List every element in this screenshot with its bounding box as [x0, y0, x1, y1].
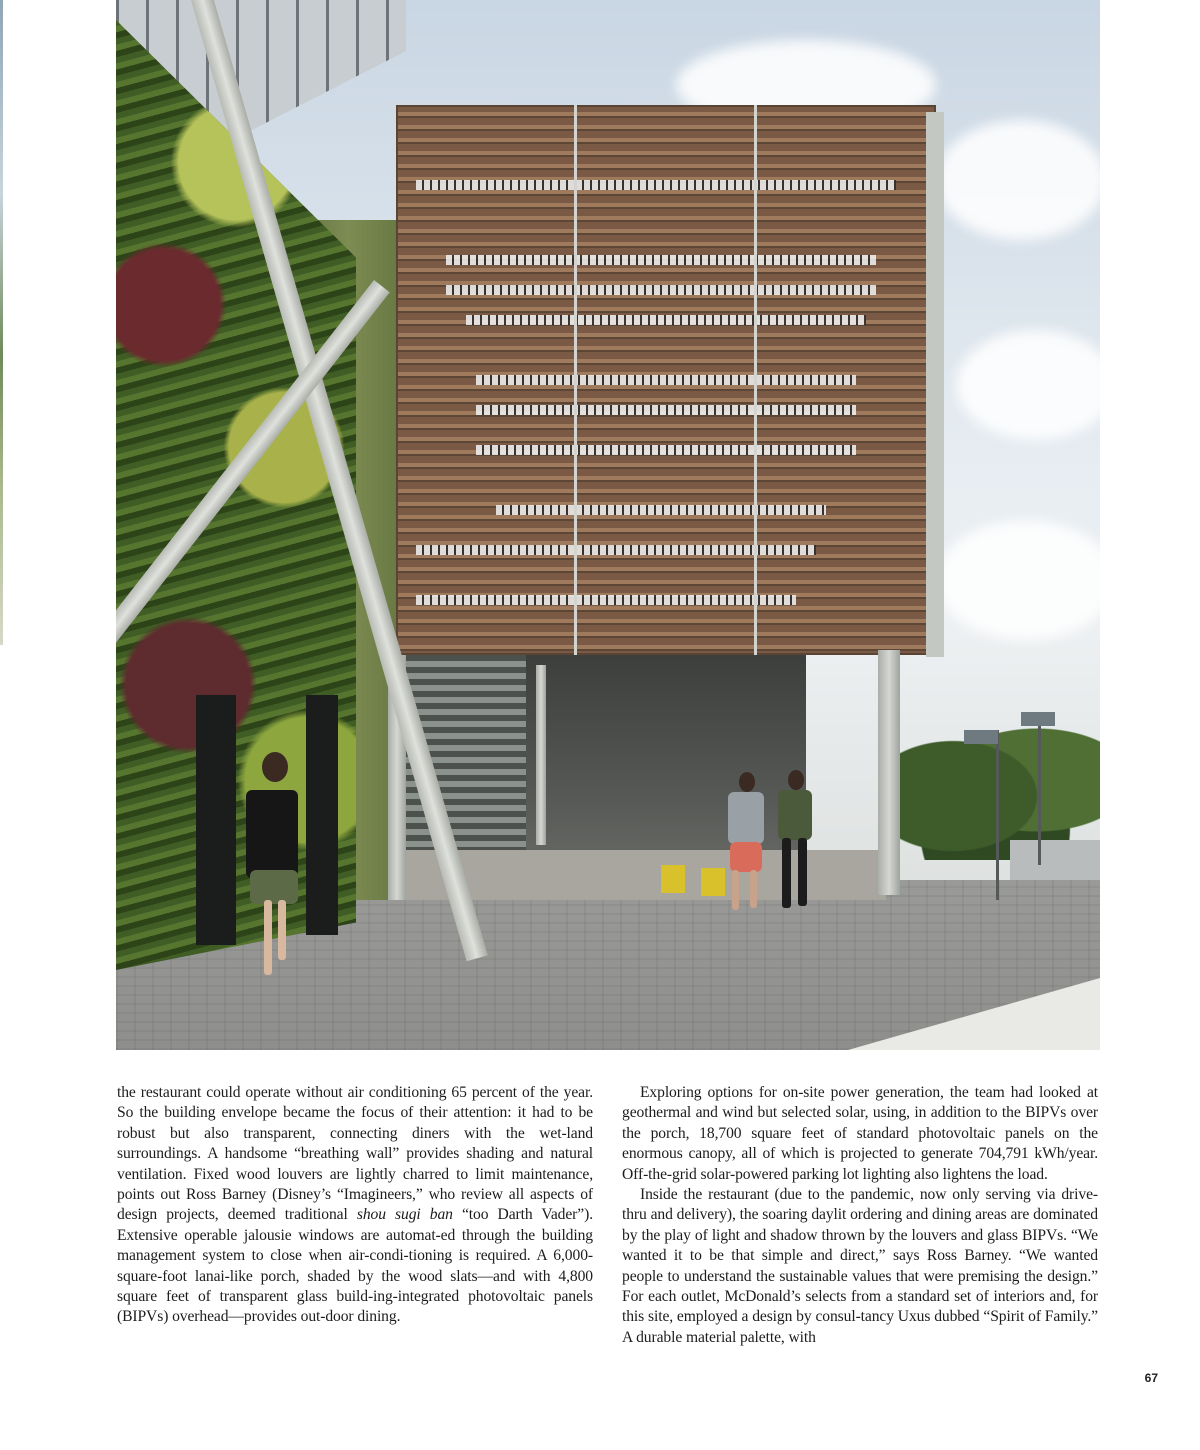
- background-trees: [890, 700, 1100, 860]
- italic-term: shou sugi ban: [356, 1206, 453, 1224]
- facing-page-edge: [0, 0, 3, 645]
- paragraph: [117, 1083, 593, 1328]
- solar-lamp: [964, 730, 998, 744]
- paragraph: Inside the restaurant (due to the pandemic, now only serving via drive-thru and delivery), the soaring daylit ordering and dining areas are dominated by the play of light and shadow thrown by the louvers and glass BIPVs. “We wanted it to be that simple and direct,” says Ross Barney. “We wanted people to understand the sustainable values that were premising the design.” For each outlet, McDonald’s selects from a standard set of interiors and, for this site, employed a design by consul-tancy Uxus dubbed “Spirit of Family.” A durable material palette, with: [622, 1186, 1098, 1346]
- porch-floor: [406, 850, 886, 900]
- yellow-stool: [701, 868, 725, 896]
- text-run: “too Darth Vader”). Extensive operable jalousie windows are automat-ed through the building management system to close when air-condi-tioning is required. A 6,000-square-foot lanai-like porch, shaded by the wood slats—and with 4,800 square feet of transparent glass build-ing-integrated photovoltaic panels (BIPVs) overhead—provides out-door dining.: [117, 1206, 593, 1326]
- column: [536, 665, 546, 845]
- page-number: 67: [1144, 1371, 1158, 1385]
- paragraph: Exploring options for on-site power generation, the team had looked at geothermal and wind but selected solar, using, in addition to the BIPVs over the porch, 18,700 square feet of standard photovoltaic panels on the enormous canopy, all of which is projected to generate 704,791 kWh/year. Off-the-grid solar-powered parking lot lighting also lightens the load.: [622, 1084, 1098, 1183]
- body-text-right-column: [622, 1083, 1098, 1348]
- wall-door: [196, 695, 236, 945]
- light-pole: [996, 730, 999, 900]
- light-pole: [1038, 715, 1041, 865]
- yellow-stool: [661, 865, 685, 893]
- box-edge: [926, 112, 944, 657]
- body-text-left-column: [117, 1083, 593, 1328]
- building-photo: [116, 0, 1100, 1050]
- solar-lamp: [1021, 712, 1055, 726]
- louvered-box: [396, 105, 936, 655]
- wall-door: [306, 695, 338, 935]
- column: [878, 650, 900, 895]
- text-run: the restaurant could operate without air conditioning 65 percent of the year. So the building envelope became the focus of their attention: it had to be robust but also transparent, connecting diners with the wet-land surroundings. A handsome “breathing wall” provides shading and natural ventilation. Fixed wood louvers are lightly charred to limit maintenance, points out Ross Barney (Disney’s “Imagineers,” who review all aspects of design projects, deemed traditional: [117, 1084, 593, 1224]
